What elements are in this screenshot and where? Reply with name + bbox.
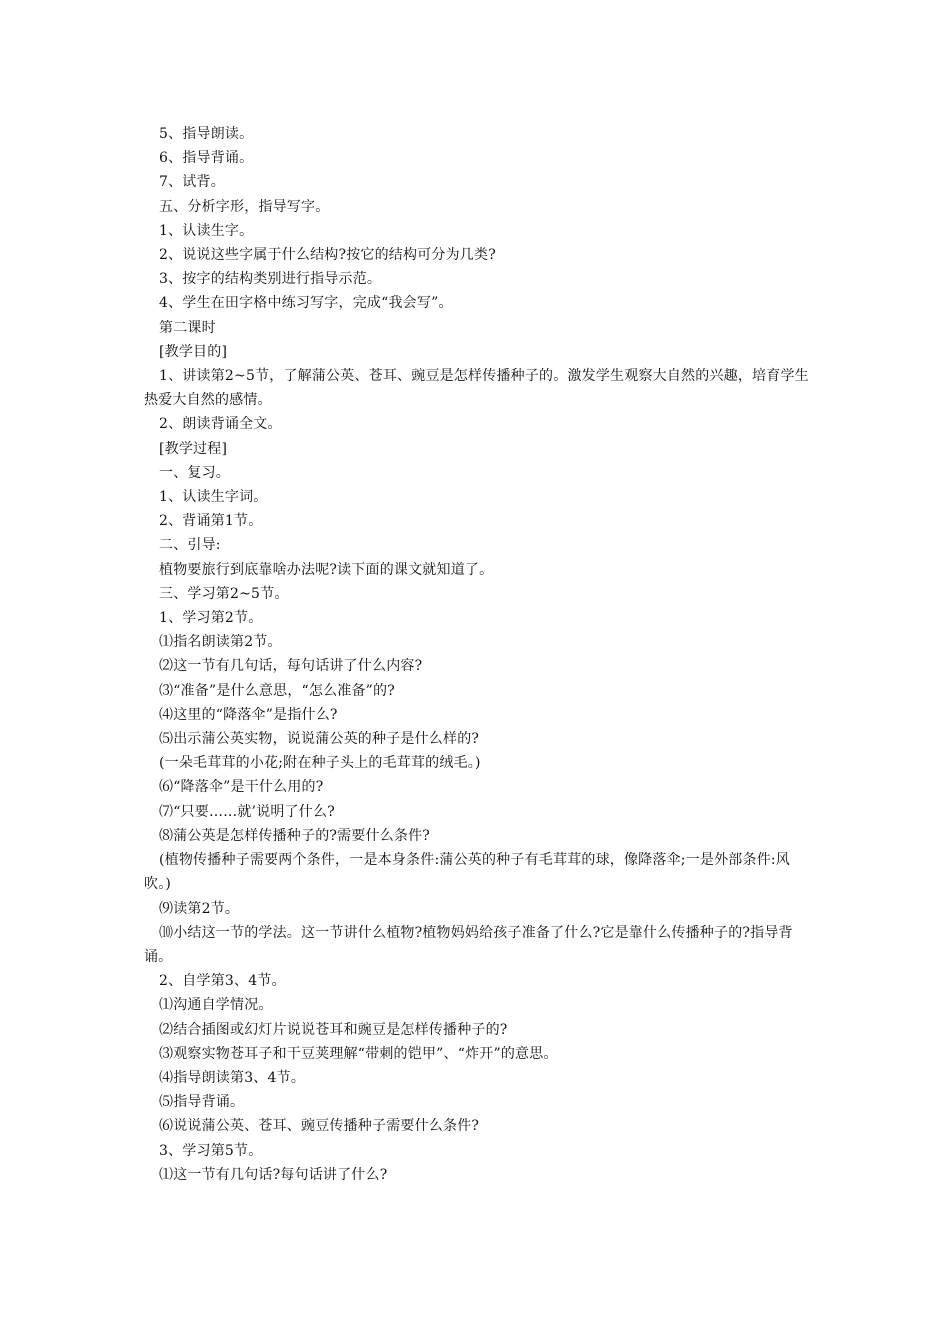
text-line: ⑴沟通自学情况。 (159, 997, 273, 1014)
text-line: ⑸指导背诵。 (159, 1094, 245, 1111)
section-heading: 一、复习。 (159, 464, 230, 481)
text-line: ⑸出示蒲公英实物，说说蒲公英的种子是什么样的? (159, 731, 480, 748)
text-paragraph: ⑽小结这一节的学法。这一节讲什么植物?植物妈妈给孩子准备了什么?它是靠什么传播种子的?指导背诵。 (144, 924, 793, 965)
text-line: 1、认读生字词。 (159, 489, 268, 506)
text-line: 2、说说这些字属于什么结构?按它的结构可分为几类? (159, 247, 496, 264)
text-line: ⑼读第2节。 (159, 900, 240, 917)
lesson-heading: 第二课时 (159, 319, 216, 336)
text-line: ⑷指导朗读第3、4节。 (159, 1069, 306, 1086)
text-line: 4、学生在田字格中练习写字，完成“我会写”。 (159, 295, 453, 312)
text-line: ⑴指名朗读第2节。 (159, 634, 282, 651)
text-line: ⑷这里的“降落伞”是指什么? (159, 706, 338, 723)
text-line: 5、指导朗读。 (159, 126, 254, 142)
text-line: 2、背诵第1节。 (159, 513, 263, 530)
text-line: 植物要旅行到底靠啥办法呢?读下面的课文就知道了。 (159, 561, 494, 578)
text-line: 1、认读生字。 (159, 222, 254, 239)
text-line: 2、自学第3、4节。 (159, 973, 286, 990)
text-line: ⑶“准备”是什么意思，“怎么准备”的? (159, 682, 395, 699)
text-line: 3、按字的结构类别进行指导示范。 (159, 271, 382, 288)
text-line: 2、朗读背诵全文。 (159, 416, 282, 433)
section-heading: [教学目的] (159, 343, 228, 360)
text-line: 3、学习第5节。 (159, 1142, 263, 1159)
text-line: 7、试背。 (159, 174, 225, 191)
section-heading: 五、分析字形，指导写字。 (159, 198, 330, 215)
text-line: (一朵毛茸茸的小花;附在种子头上的毛茸茸的绒毛。) (159, 755, 481, 772)
section-heading: [教学过程] (159, 440, 228, 457)
text-line: 1、学习第2节。 (159, 610, 263, 627)
text-line: ⑵这一节有几句话，每句话讲了什么内容? (159, 658, 423, 675)
text-line: ⑺“只要……就’说明了什么? (159, 803, 335, 820)
text-line: ⑶观察实物苍耳子和干豆荚理解“带刺的铠甲”、“炸开”的意思。 (159, 1045, 558, 1062)
text-line: ⑻蒲公英是怎样传播种子的?需要什么条件? (159, 827, 431, 844)
text-line: ⑹说说蒲公英、苍耳、豌豆传播种子需要什么条件? (159, 1118, 480, 1135)
text-line: 6、指导背诵。 (159, 150, 254, 167)
text-paragraph: (植物传播种子需要两个条件，一是本身条件:蒲公英的种子有毛茸茸的球，像降落伞;一是外部条件:风吹。) (144, 852, 791, 893)
text-paragraph: 1、讲读第2~5节，了解蒲公英、苍耳、豌豆是怎样传播种子的。激发学生观察大自然的兴趣，培育学生热爱大自然的感情。 (144, 368, 809, 409)
document-body (144, 122, 814, 1187)
text-line: ⑵结合插图或幻灯片说说苍耳和豌豆是怎样传播种子的? (159, 1021, 508, 1038)
text-line: ⑹“降落伞”是干什么用的? (159, 779, 324, 796)
section-heading: 二、引导: (159, 537, 221, 554)
text-line: ⑴这一节有几句话?每句话讲了什么? (159, 1166, 388, 1183)
section-heading: 三、学习第2~5节。 (159, 585, 289, 602)
